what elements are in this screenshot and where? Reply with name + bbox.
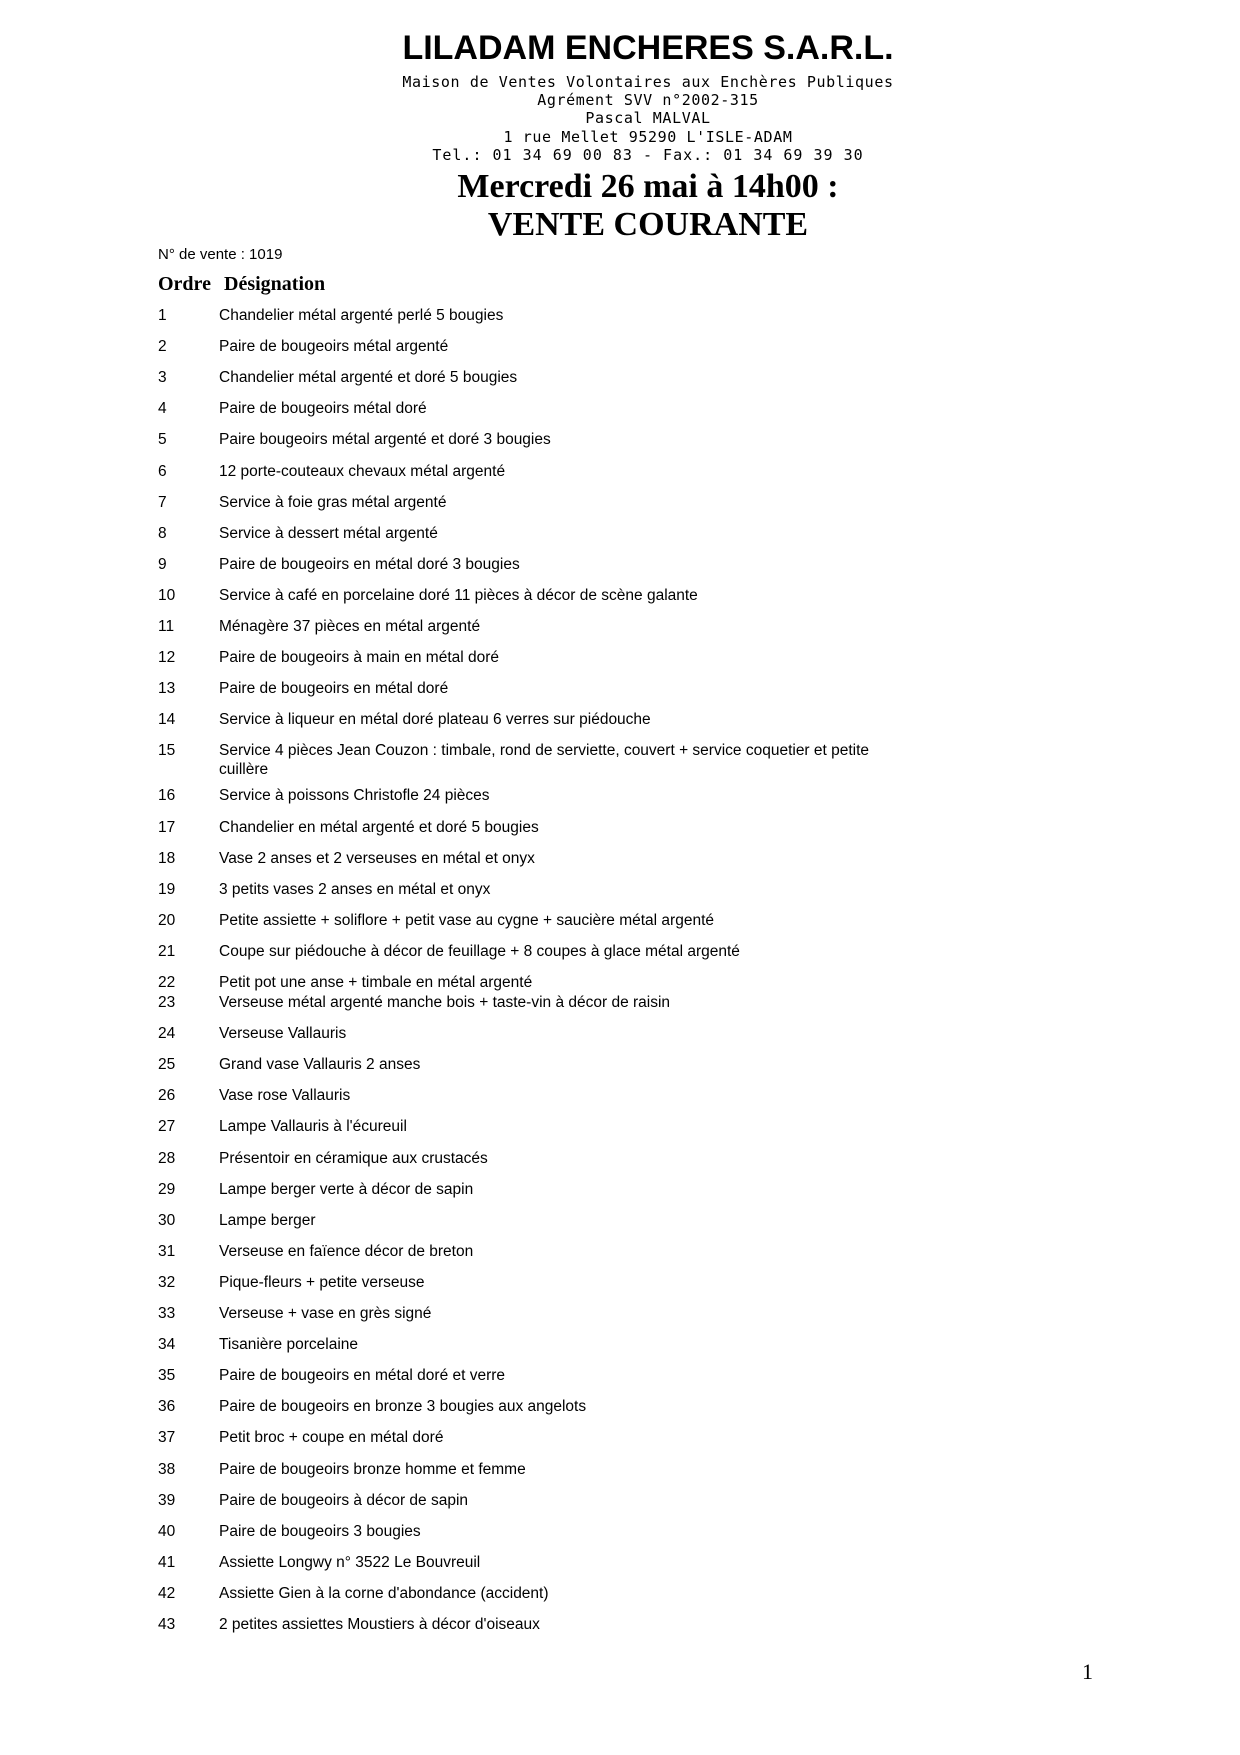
lot-number: 11 (158, 618, 175, 635)
lot-description: Lampe berger verte à décor de sapin (219, 1180, 474, 1198)
sale-type: VENTE COURANTE (487, 206, 809, 243)
lot-number: 17 (158, 818, 176, 836)
lot-description: Paire de bougeoirs à décor de sapin (219, 1491, 469, 1509)
sale-title (388, 168, 908, 244)
lot-number: 16 (158, 787, 176, 805)
lot-number: 7 (158, 493, 167, 511)
lot-description: Vase 2 anses et 2 verseuses en métal et onyx (219, 849, 535, 867)
lot-description: Service 4 pièces Jean Couzon : timbale, rond de serviette, couvert + service coquetier et petite cuillère (219, 742, 870, 779)
lot-number: 5 (158, 431, 167, 449)
lot-description: Lampe berger (219, 1211, 316, 1229)
lot-number: 32 (158, 1273, 176, 1291)
lot-description: Assiette Longwy n° 3522 Le Bouvreuil (219, 1553, 481, 1571)
column-header-designation: Désignation (224, 273, 326, 295)
lot-number: 34 (158, 1336, 176, 1354)
lot-number: 1 (158, 307, 167, 324)
lot-number: 42 (158, 1584, 176, 1602)
lot-description: 2 petites assiettes Moustiers à décor d'oiseaux (219, 1616, 540, 1633)
lot-description: Chandelier métal argenté et doré 5 bougies (219, 369, 518, 387)
lot-description: Service à café en porcelaine doré 11 pièces à décor de scène galante (219, 586, 698, 604)
lot-description: Lampe Vallauris à l'écureuil (219, 1118, 407, 1136)
lot-description: Coupe sur piédouche à décor de feuillage + 8 coupes à glace métal argenté (219, 942, 740, 960)
lot-number: 41 (158, 1553, 176, 1571)
lot-number: 36 (158, 1398, 176, 1416)
lot-description: Chandelier en métal argenté et doré 5 bougies (219, 818, 539, 836)
auctioneer-name: Pascal MALVAL (585, 109, 711, 128)
lot-number: 19 (158, 880, 176, 898)
lot-description: Vase rose Vallauris (219, 1087, 351, 1105)
lot-description: Verseuse métal argenté manche bois + taste-vin à décor de raisin (219, 994, 671, 1011)
lot-number: 23 (158, 994, 176, 1011)
lot-number: 40 (158, 1522, 176, 1540)
lot-number: 28 (158, 1149, 176, 1167)
lot-number: 43 (158, 1616, 176, 1633)
lot-number: 39 (158, 1491, 176, 1509)
lot-description: Tisanière porcelaine (219, 1336, 359, 1354)
lot-number: 30 (158, 1211, 176, 1229)
lot-description: Service à poissons Christofle 24 pièces (219, 787, 490, 805)
lot-number: 21 (158, 942, 176, 960)
lot-number: 27 (158, 1118, 176, 1136)
sale-number: N° de vente : 1019 (158, 246, 283, 263)
lot-description: Verseuse Vallauris (219, 1025, 347, 1043)
lot-number: 10 (158, 586, 176, 604)
lot-description: Paire de bougeoirs métal argenté (219, 338, 449, 356)
lot-description: Paire de bougeoirs en métal doré 3 bougies (219, 555, 520, 573)
lot-number: 6 (158, 462, 167, 480)
lot-description: Petit broc + coupe en métal doré (219, 1429, 444, 1447)
lot-number: 18 (158, 849, 176, 867)
lot-number: 9 (158, 555, 167, 573)
house-subtitle: Maison de Ventes Volontaires aux Enchères Publiques (402, 73, 894, 91)
house-phone-fax: Tel.: 01 34 69 00 83 - Fax.: 01 34 69 39 30 (432, 145, 864, 164)
lot-description: 3 petits vases 2 anses en métal et onyx (219, 880, 491, 898)
lot-description: 12 porte-couteaux chevaux métal argenté (219, 462, 506, 480)
lot-description: Paire de bougeoirs en métal doré et verre (219, 1367, 506, 1385)
column-header-ordre: Ordre (158, 273, 211, 295)
lot-number: 13 (158, 680, 176, 698)
lot-description: Service à foie gras métal argenté (219, 493, 447, 511)
lot-number: 2 (158, 338, 167, 356)
lot-description: Petit pot une anse + timbale en métal argenté (219, 974, 533, 991)
lot-description: Grand vase Vallauris 2 anses (219, 1056, 421, 1074)
column-headers (158, 272, 325, 296)
lot-number: 3 (158, 369, 167, 387)
house-details (388, 73, 908, 164)
lot-description: Service à dessert métal argenté (219, 524, 438, 542)
lot-description: Paire bougeoirs métal argenté et doré 3 bougies (219, 431, 551, 449)
lot-description: Paire de bougeoirs bronze homme et femme (219, 1460, 526, 1478)
lot-number: 12 (158, 649, 176, 667)
lot-description: Pique-fleurs + petite verseuse (219, 1273, 425, 1291)
lot-number: 20 (158, 911, 176, 929)
lot-description: Présentoir en céramique aux crustacés (219, 1149, 488, 1167)
lot-number: 22 (158, 974, 176, 991)
lot-description: Verseuse en faïence décor de breton (219, 1242, 474, 1260)
lot-number: 33 (158, 1305, 176, 1322)
lot-description: Verseuse + vase en grès signé (219, 1305, 432, 1322)
sale-date: Mercredi 26 mai à 14h00 : (457, 168, 839, 205)
lot-description: Paire de bougeoirs métal doré (219, 400, 427, 418)
lot-number: 35 (158, 1367, 176, 1385)
lot-number: 38 (158, 1460, 176, 1478)
lot-description: Assiette Gien à la corne d'abondance (accident) (219, 1584, 549, 1602)
lot-description: Paire de bougeoirs 3 bougies (219, 1522, 421, 1540)
auction-house-name: LILADAM ENCHERES S.A.R.L. (402, 29, 894, 67)
lot-number: 4 (158, 400, 167, 418)
lot-description: Chandelier métal argenté perlé 5 bougies (219, 307, 504, 324)
house-agrement: Agrément SVV n°2002-315 (537, 91, 759, 110)
lot-description: Paire de bougeoirs en métal doré (219, 680, 449, 698)
page-number: 1 (1082, 1659, 1093, 1684)
house-address: 1 rue Mellet 95290 L'ISLE-ADAM (503, 127, 793, 146)
lot-description: Ménagère 37 pièces en métal argenté (219, 618, 481, 635)
lot-description: Service à liqueur en métal doré plateau 6 verres sur piédouche (219, 711, 651, 729)
lot-description: Petite assiette + soliflore + petit vase au cygne + saucière métal argenté (219, 911, 714, 929)
lot-number: 29 (158, 1180, 176, 1198)
lot-number: 8 (158, 524, 167, 542)
lot-number: 31 (158, 1242, 176, 1260)
lot-number: 14 (158, 711, 176, 729)
lot-number: 37 (158, 1429, 176, 1447)
lot-number: 24 (158, 1025, 176, 1043)
lot-description: Paire de bougeoirs à main en métal doré (219, 649, 500, 667)
lot-number: 25 (158, 1056, 176, 1074)
lot-number: 26 (158, 1087, 176, 1105)
lot-number: 15 (158, 742, 176, 760)
lot-description: Paire de bougeoirs en bronze 3 bougies aux angelots (219, 1398, 587, 1416)
